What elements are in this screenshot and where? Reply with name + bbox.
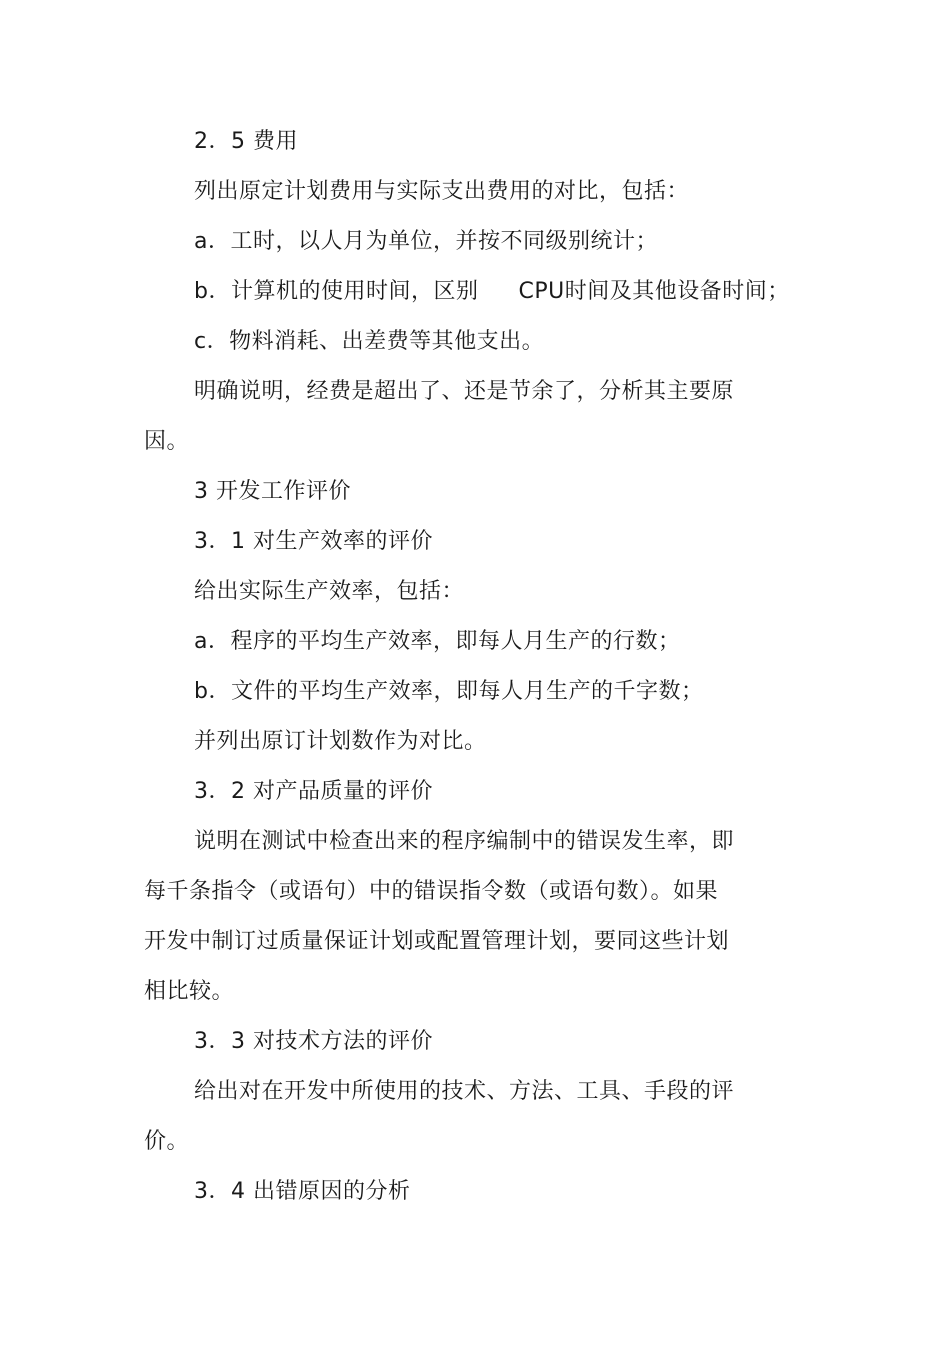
list-item-a: a．程序的平均生产效率，即每人月生产的行数； (194, 629, 681, 654)
paragraph-line-continued: 相比较。 (144, 979, 235, 1004)
paragraph-line-continued: 价。 (144, 1129, 190, 1154)
paragraph-line: 给出实际生产效率，包括： (194, 579, 465, 604)
paragraph-line: 说明在测试中检查出来的程序编制中的错误发生率，即 (194, 829, 735, 854)
paragraph-line: 给出对在开发中所使用的技术、方法、工具、手段的评 (194, 1079, 735, 1104)
list-item-c: c．物料消耗、出差费等其他支出。 (194, 329, 545, 354)
list-item-b-cpu-text: CPU时间及其他设备时间； (518, 279, 790, 304)
paragraph-line-continued: 每千条指令（或语句）中的错误指令数（或语句数）。如果 (144, 879, 719, 904)
section-heading-3-1: 3．1 对生产效率的评价 (194, 529, 433, 554)
paragraph-line: 明确说明，经费是超出了、还是节余了，分析其主要原 (194, 379, 735, 404)
paragraph-line-continued: 开发中制订过质量保证计划或配置管理计划，要同这些计划 (144, 929, 730, 954)
list-item-a: a．工时，以人月为单位，并按不同级别统计； (194, 229, 658, 254)
paragraph-line: 并列出原订计划数作为对比。 (194, 729, 487, 754)
paragraph-line: 列出原定计划费用与实际支出费用的对比，包括： (194, 179, 690, 204)
list-item-b: b．文件的平均生产效率，即每人月生产的千字数； (194, 679, 704, 704)
paragraph-line-continued: 因。 (144, 429, 190, 454)
section-heading-3-3: 3．3 对技术方法的评价 (194, 1029, 433, 1054)
list-item-b-text: b．计算机的使用时间，区别 (194, 279, 479, 304)
section-heading-3-2: 3．2 对产品质量的评价 (194, 779, 433, 804)
section-heading-3-4: 3．4 出错原因的分析 (194, 1179, 411, 1204)
section-heading-3: 3 开发工作评价 (194, 479, 351, 504)
list-item-b (194, 277, 790, 307)
section-heading-2-5: 2．5 费用 (194, 129, 298, 154)
